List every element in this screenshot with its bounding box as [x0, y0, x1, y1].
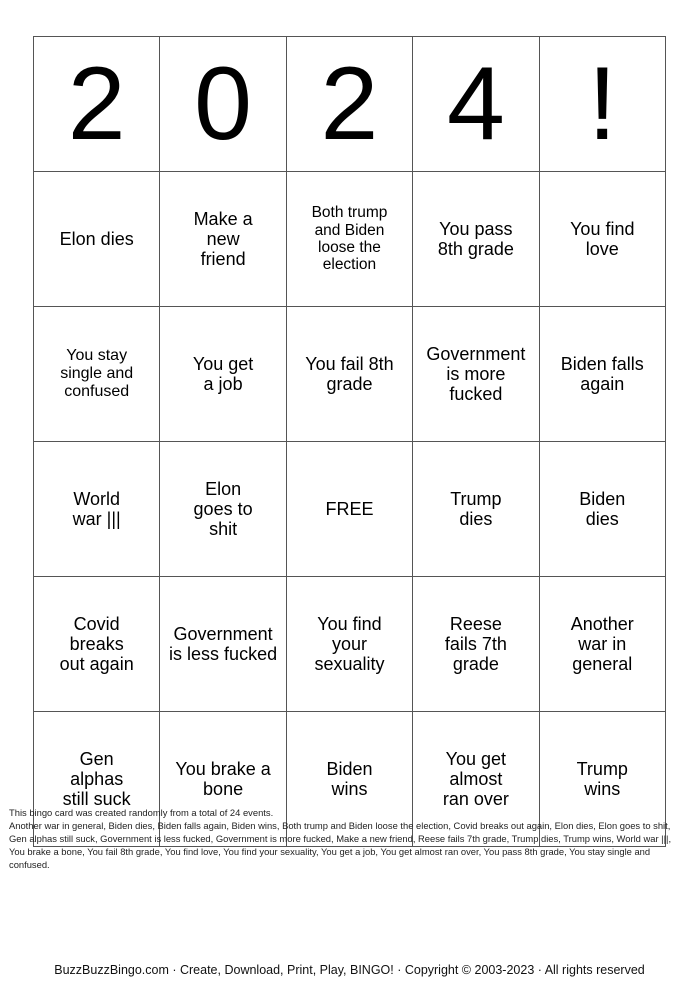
bingo-cell-text: You get almost ran over	[442, 748, 509, 810]
bingo-cell-text: Another war in general	[570, 613, 634, 675]
bingo-cell	[413, 307, 539, 442]
bingo-cell-text: World war |||	[72, 488, 121, 529]
bingo-cell-text: Make a new friend	[193, 208, 253, 270]
bingo-cell-text: Elon dies	[59, 228, 134, 249]
header-cell: 0	[160, 37, 286, 172]
bingo-cell	[160, 307, 286, 442]
bingo-cell-text: You brake a bone	[175, 758, 271, 799]
bingo-cell-text: Biden dies	[579, 488, 626, 529]
bingo-cell	[34, 172, 160, 307]
bingo-row	[34, 442, 666, 577]
bingo-cell	[34, 307, 160, 442]
header-cell: 2	[34, 37, 160, 172]
bingo-cell	[286, 577, 412, 712]
bingo-cell-text: You find your sexuality	[314, 613, 385, 675]
bingo-cell-text: Biden falls again	[560, 353, 644, 394]
bingo-cell	[286, 172, 412, 307]
bingo-cell-text: Trump dies	[450, 488, 502, 529]
bingo-cell-text: You get a job	[192, 353, 254, 394]
bingo-cell-text: You find love	[570, 218, 635, 259]
bingo-cell	[413, 442, 539, 577]
bingo-cell	[34, 442, 160, 577]
bingo-cell-text: Gen alphas still suck	[62, 748, 131, 810]
bingo-cell	[539, 442, 665, 577]
bingo-cell-text: You fail 8th grade	[305, 353, 394, 394]
footnote-event-list: Another war in general, Biden dies, Biden falls again, Biden wins, Both trump and Biden loose the election, Covid breaks out again, Elon dies, Elon goes to shit, Gen alphas still suck, Government is less fucked, Government is more fucked, Make a new friend, Reese fails 7th grade, Trump dies, Trump wins, World war |||, You brake a bone, You fail 8th grade, You find love, You find your sexuality, You get a job, You get almost ran over, You pass 8th grade, You stay single and confused.	[9, 820, 672, 870]
card-footnote	[9, 806, 681, 871]
bingo-cell-text: Biden wins	[326, 758, 373, 799]
bingo-cell-text: Both trump and Biden loose the election	[311, 204, 388, 274]
bingo-cell-text: Covid breaks out again	[59, 613, 134, 675]
bingo-cell-text: Elon goes to shit	[193, 478, 253, 540]
bingo-header-row	[34, 37, 666, 172]
header-cell: !	[539, 37, 665, 172]
bingo-cell-text: Trump wins	[576, 758, 628, 799]
bingo-cell-text: You stay single and confused	[60, 347, 134, 400]
bingo-cell	[286, 307, 412, 442]
bingo-cell-text: Government is more fucked	[426, 343, 526, 405]
footnote-intro: This bingo card was created randomly from a total of 24 events.	[9, 807, 274, 818]
bingo-cell-text: You pass 8th grade	[437, 218, 514, 259]
bingo-cell-text: Government is less fucked	[169, 623, 278, 664]
bingo-cell	[413, 172, 539, 307]
bingo-cell	[539, 172, 665, 307]
header-cell: 2	[286, 37, 412, 172]
bingo-cell	[539, 577, 665, 712]
bingo-cell	[160, 577, 286, 712]
bingo-row	[34, 172, 666, 307]
bingo-cell	[160, 442, 286, 577]
bingo-cell	[160, 172, 286, 307]
bingo-cell	[413, 577, 539, 712]
free-space-cell	[286, 442, 412, 577]
free-space-text: FREE	[325, 498, 374, 519]
site-footer: BuzzBuzzBingo.com · Create, Download, Print, Play, BINGO! · Copyright © 2003-2023 · All rights reserved	[54, 963, 645, 977]
header-cell: 4	[413, 37, 539, 172]
bingo-card	[33, 36, 666, 847]
bingo-cell	[34, 577, 160, 712]
bingo-cell-text: Reese fails 7th grade	[444, 613, 507, 675]
bingo-row	[34, 307, 666, 442]
bingo-cell	[539, 307, 665, 442]
bingo-row	[34, 577, 666, 712]
